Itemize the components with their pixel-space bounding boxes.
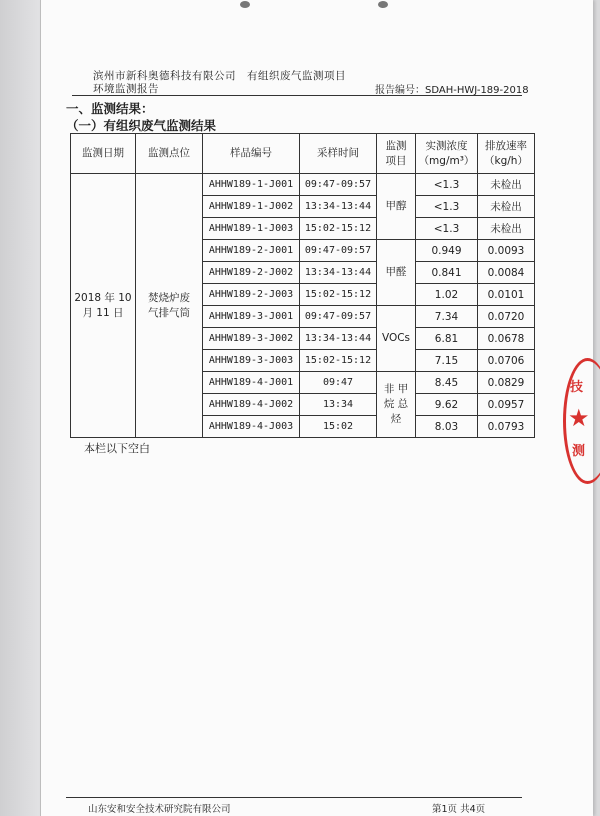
header-item-l1: 监测 [385,139,407,152]
table-header-row [71,134,535,174]
cell-concentration: 1.02 [416,284,478,306]
cell-item [377,306,416,372]
cell-rate: 未检出 [478,174,535,196]
cell-time: 15:02-15:12 [300,284,377,306]
cell-concentration: 8.45 [416,372,478,394]
cell-rate: 0.0093 [478,240,535,262]
results-table [70,133,535,438]
cell-concentration: 9.62 [416,394,478,416]
cell-rate: 0.0101 [478,284,535,306]
cell-concentration: 7.34 [416,306,478,328]
header-date: 监测日期 [71,134,136,174]
cell-rate: 0.0084 [478,262,535,284]
cell-time: 15:02-15:12 [300,218,377,240]
item-line: 烷 总 [383,398,409,410]
cell-concentration: 0.841 [416,262,478,284]
cell-rate: 0.0678 [478,328,535,350]
cell-item [377,174,416,240]
cell-time: 15:02-15:12 [300,350,377,372]
cell-rate: 未检出 [478,218,535,240]
cell-time: 13:34-13:44 [300,262,377,284]
section-title-1: 一、监测结果： [66,101,154,116]
cell-time: 13:34-13:44 [300,328,377,350]
header-conc-l2: （mg/m³） [418,154,475,167]
blank-below-note: 本栏以下空白 [84,442,150,455]
cell-date [71,174,136,438]
header-time: 采样时间 [300,134,377,174]
header-rate [478,134,535,174]
table-body [71,174,535,438]
cell-sample: AHHW189-4-J001 [203,372,300,394]
seal-star-icon: ★ [568,404,590,432]
cell-sample: AHHW189-2-J002 [203,262,300,284]
header-divider [72,95,522,96]
cell-concentration: 0.949 [416,240,478,262]
cell-time: 09:47 [300,372,377,394]
footer-org: 山东安和安全技术研究院有限公司 [88,804,231,815]
cell-rate: 0.0957 [478,394,535,416]
footer-divider [66,797,522,798]
cell-rate: 0.0793 [478,416,535,438]
seal-text-top: 技 [570,380,584,395]
item-line: VOCs [381,332,411,344]
cell-item [377,240,416,306]
cell-concentration: 7.15 [416,350,478,372]
cell-sample: AHHW189-2-J001 [203,240,300,262]
header-sample: 样品编号 [203,134,300,174]
cell-concentration: <1.3 [416,218,478,240]
cell-sample: AHHW189-4-J003 [203,416,300,438]
cell-concentration: 6.81 [416,328,478,350]
header-item [377,134,416,174]
header-item-l2: 项目 [385,154,407,167]
cell-sample: AHHW189-3-J002 [203,328,300,350]
site-line-2: 气排气筒 [148,306,190,319]
cell-rate: 0.0720 [478,306,535,328]
cell-sample: AHHW189-3-J003 [203,350,300,372]
date-line-1: 2018 年 10 [74,291,132,304]
cell-sample: AHHW189-3-J001 [203,306,300,328]
header-report-number: 报告编号：SDAH-HWJ-189-2018 [375,85,529,96]
section-title-2: （一）有组织废气监测结果 [66,118,217,133]
cell-sample: AHHW189-1-J002 [203,196,300,218]
table-row [71,174,535,196]
cell-rate: 0.0706 [478,350,535,372]
cell-time: 09:47-09:57 [300,174,377,196]
cell-sample: AHHW189-4-J002 [203,394,300,416]
cell-time: 09:47-09:57 [300,240,377,262]
item-line: 烃 [390,413,402,425]
header-report-type: 环境监测报告 [93,83,159,95]
cell-item [377,372,416,438]
header-site: 监测点位 [136,134,203,174]
header-conc [416,134,478,174]
item-line: 非 甲 [383,383,409,395]
item-line: 甲醇 [385,200,407,212]
header-rate-l2: （kg/h） [484,154,528,167]
item-line: 甲醛 [385,266,407,278]
cell-concentration: 8.03 [416,416,478,438]
cell-concentration: <1.3 [416,174,478,196]
cell-time: 15:02 [300,416,377,438]
cell-site [136,174,203,438]
cell-sample: AHHW189-2-J003 [203,284,300,306]
cell-time: 13:34-13:44 [300,196,377,218]
cell-rate: 未检出 [478,196,535,218]
seal-text-bottom: 测 [572,444,586,459]
date-line-2: 月 11 日 [82,306,124,319]
cell-concentration: <1.3 [416,196,478,218]
cell-sample: AHHW189-1-J001 [203,174,300,196]
cell-sample: AHHW189-1-J003 [203,218,300,240]
header-rate-l1: 排放速率 [485,139,527,152]
header-conc-l1: 实测浓度 [425,139,468,152]
header-company: 滨州市新科奥德科技有限公司 有组织废气监测项目 [93,70,346,82]
cell-time: 13:34 [300,394,377,416]
scan-edge [0,0,40,816]
binding-hole [378,1,388,8]
binding-hole [240,1,250,8]
cell-rate: 0.0829 [478,372,535,394]
site-line-1: 焚烧炉废 [148,291,190,304]
cell-time: 09:47-09:57 [300,306,377,328]
footer-page-number: 第1页 共4页 [432,804,486,815]
